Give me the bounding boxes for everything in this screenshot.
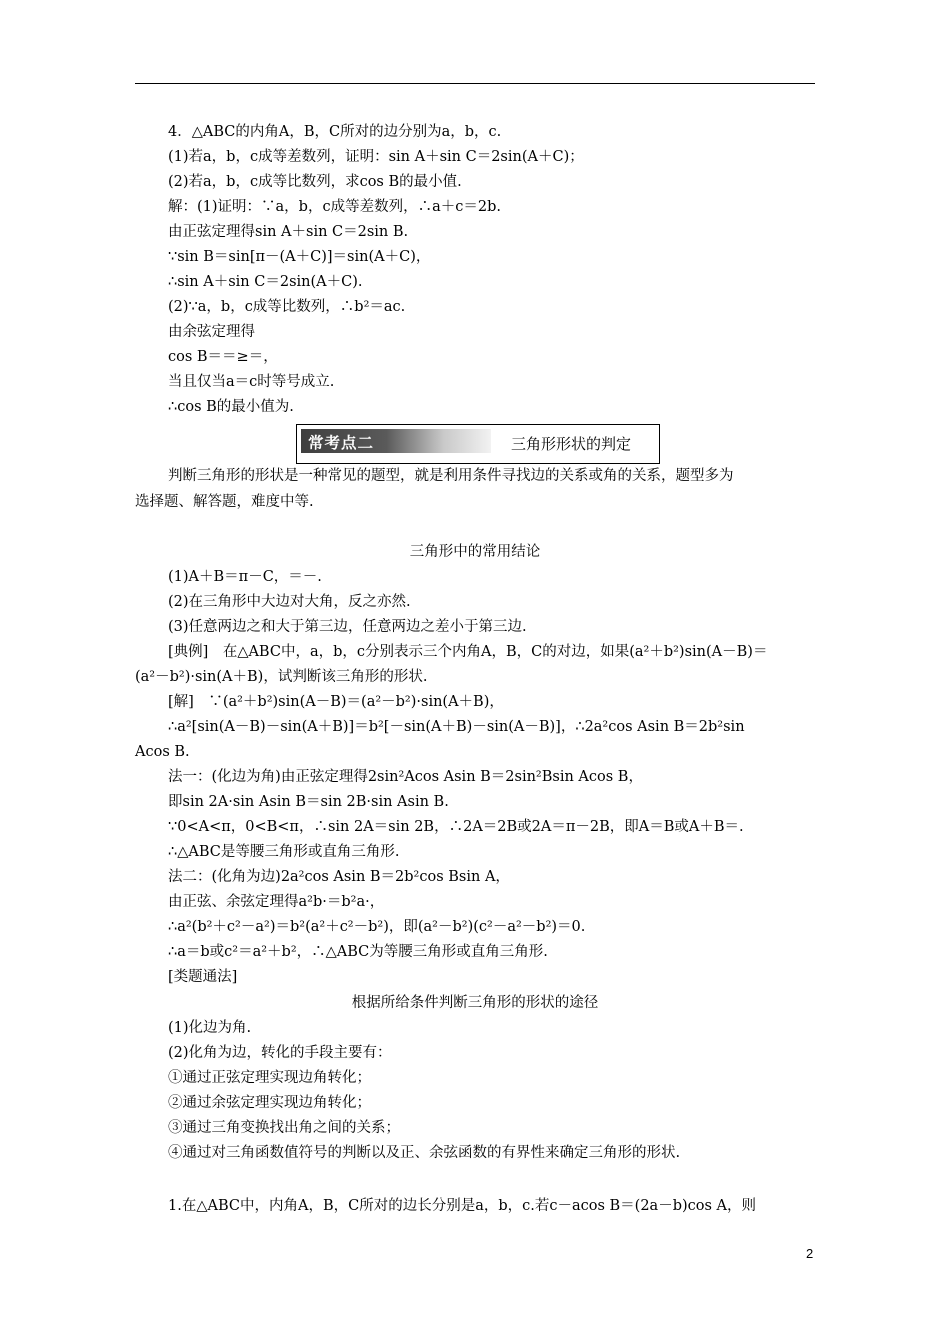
section-banner — [296, 424, 660, 464]
solution-line: cos B＝＝≥＝， — [168, 349, 278, 365]
method-item: ②通过余弦定理实现边角转化； — [168, 1095, 371, 1111]
example-solution-line: 法一：(化边为角)由正弦定理得2sin²Acos Asin B＝2sin²Bsin Acos B， — [168, 769, 643, 785]
solution-line: 由正弦定理得sin A＋sin C＝2sin B. — [168, 224, 409, 240]
section-tag — [301, 429, 491, 453]
method-item: ①通过正弦定理实现边角转化； — [168, 1070, 371, 1086]
method-item: (2)化角为边，转化的手段主要有： — [168, 1045, 392, 1061]
solution-line: 当且仅当a＝c时等号成立. — [168, 374, 335, 390]
exercise-1: 1.在△ABC中，内角A，B，C所对的边长分别是a，b，c.若c－acos B＝(2a－b)cos A，则 — [168, 1198, 757, 1214]
conclusion-item: (2)在三角形中大边对大角，反之亦然. — [168, 594, 411, 610]
example-solution-line: Acos B. — [135, 744, 190, 760]
conclusion-item: (3)任意两边之和大于第三边，任意两边之差小于第三边. — [168, 619, 527, 635]
solution-line: ∴sin A＋sin C＝2sin(A＋C). — [168, 274, 363, 290]
example-solution-line: 即sin 2A·sin Asin B＝sin 2B·sin Asin B. — [168, 794, 449, 810]
method-item: (1)化边为角. — [168, 1020, 252, 1036]
example-solution-line: [解] ∵(a²＋b²)sin(A－B)＝(a²－b²)·sin(A＋B)， — [168, 694, 504, 710]
solution-line: 解：(1)证明：∵a，b，c成等差数列，∴a＋c＝2b. — [168, 199, 501, 215]
solution-line: 由余弦定理得 — [168, 324, 255, 340]
conclusion-item: (1)A＋B＝π－C，＝－. — [168, 569, 322, 585]
solution-line: ∴cos B的最小值为. — [168, 399, 294, 415]
example-solution-line: ∵0<A<π，0<B<π，∴sin 2A＝sin 2B，∴2A＝2B或2A＝π－2B，即A＝B或A＋B＝. — [168, 819, 744, 835]
example-question: [典例] 在△ABC中，a，b，c分别表示三个内角A，B，C的对边，如果(a²＋b²)sin(A－B)＝ — [168, 644, 768, 660]
example-question: (a²－b²)·sin(A＋B)，试判断该三角形的形状. — [135, 669, 428, 685]
method-item: ③通过三角变换找出角之间的关系； — [168, 1120, 400, 1136]
example-solution-line: ∴△ABC是等腰三角形或直角三角形. — [168, 844, 400, 860]
solution-line: (2)∵a，b，c成等比数列，∴b²＝ac. — [168, 299, 406, 315]
intro-paragraph: 判断三角形的形状是一种常见的题型，就是利用条件寻找边的关系或角的关系，题型多为 — [168, 468, 734, 484]
problem-4-part-2: (2)若a，b，c成等比数列，求cos B的最小值. — [168, 174, 462, 190]
page-number: 2 — [806, 1246, 814, 1261]
problem-4-part-1: (1)若a，b，c成等差数列，证明：sin A＋sin C＝2sin(A＋C)； — [168, 149, 584, 165]
section-title: 三角形形状的判定 — [511, 435, 632, 453]
solution-line: ∵sin B＝sin[π－(A＋C)]＝sin(A＋C)， — [168, 249, 431, 265]
problem-4-stem: 4．△ABC的内角A，B，C所对的边分别为a，b，c. — [168, 124, 502, 140]
header-rule — [135, 83, 815, 84]
conclusions-heading: 三角形中的常用结论 — [409, 544, 541, 560]
intro-paragraph: 选择题、解答题，难度中等. — [135, 494, 314, 510]
method-heading: 根据所给条件判断三角形的形状的途径 — [351, 995, 599, 1011]
method-item: ④通过对三角函数值符号的判断以及正、余弦函数的有界性来确定三角形的形状. — [168, 1145, 681, 1161]
example-solution-line: ∴a²[sin(A－B)－sin(A＋B)]＝b²[－sin(A＋B)－sin(A－B)]，∴2a²cos Asin B＝2b²sin — [168, 719, 745, 735]
section-tag-label: 常考点二 — [308, 434, 375, 452]
method-label: [类题通法] — [168, 969, 238, 985]
example-solution-line: ∴a＝b或c²＝a²＋b²，∴△ABC为等腰三角形或直角三角形. — [168, 944, 548, 960]
example-solution-line: ∴a²(b²＋c²－a²)＝b²(a²＋c²－b²)，即(a²－b²)(c²－a²－b²)＝0. — [168, 919, 586, 935]
example-solution-line: 由正弦、余弦定理得a²b·＝b²a·， — [168, 894, 385, 910]
example-solution-line: 法二：(化角为边)2a²cos Asin B＝2b²cos Bsin A， — [168, 869, 510, 885]
